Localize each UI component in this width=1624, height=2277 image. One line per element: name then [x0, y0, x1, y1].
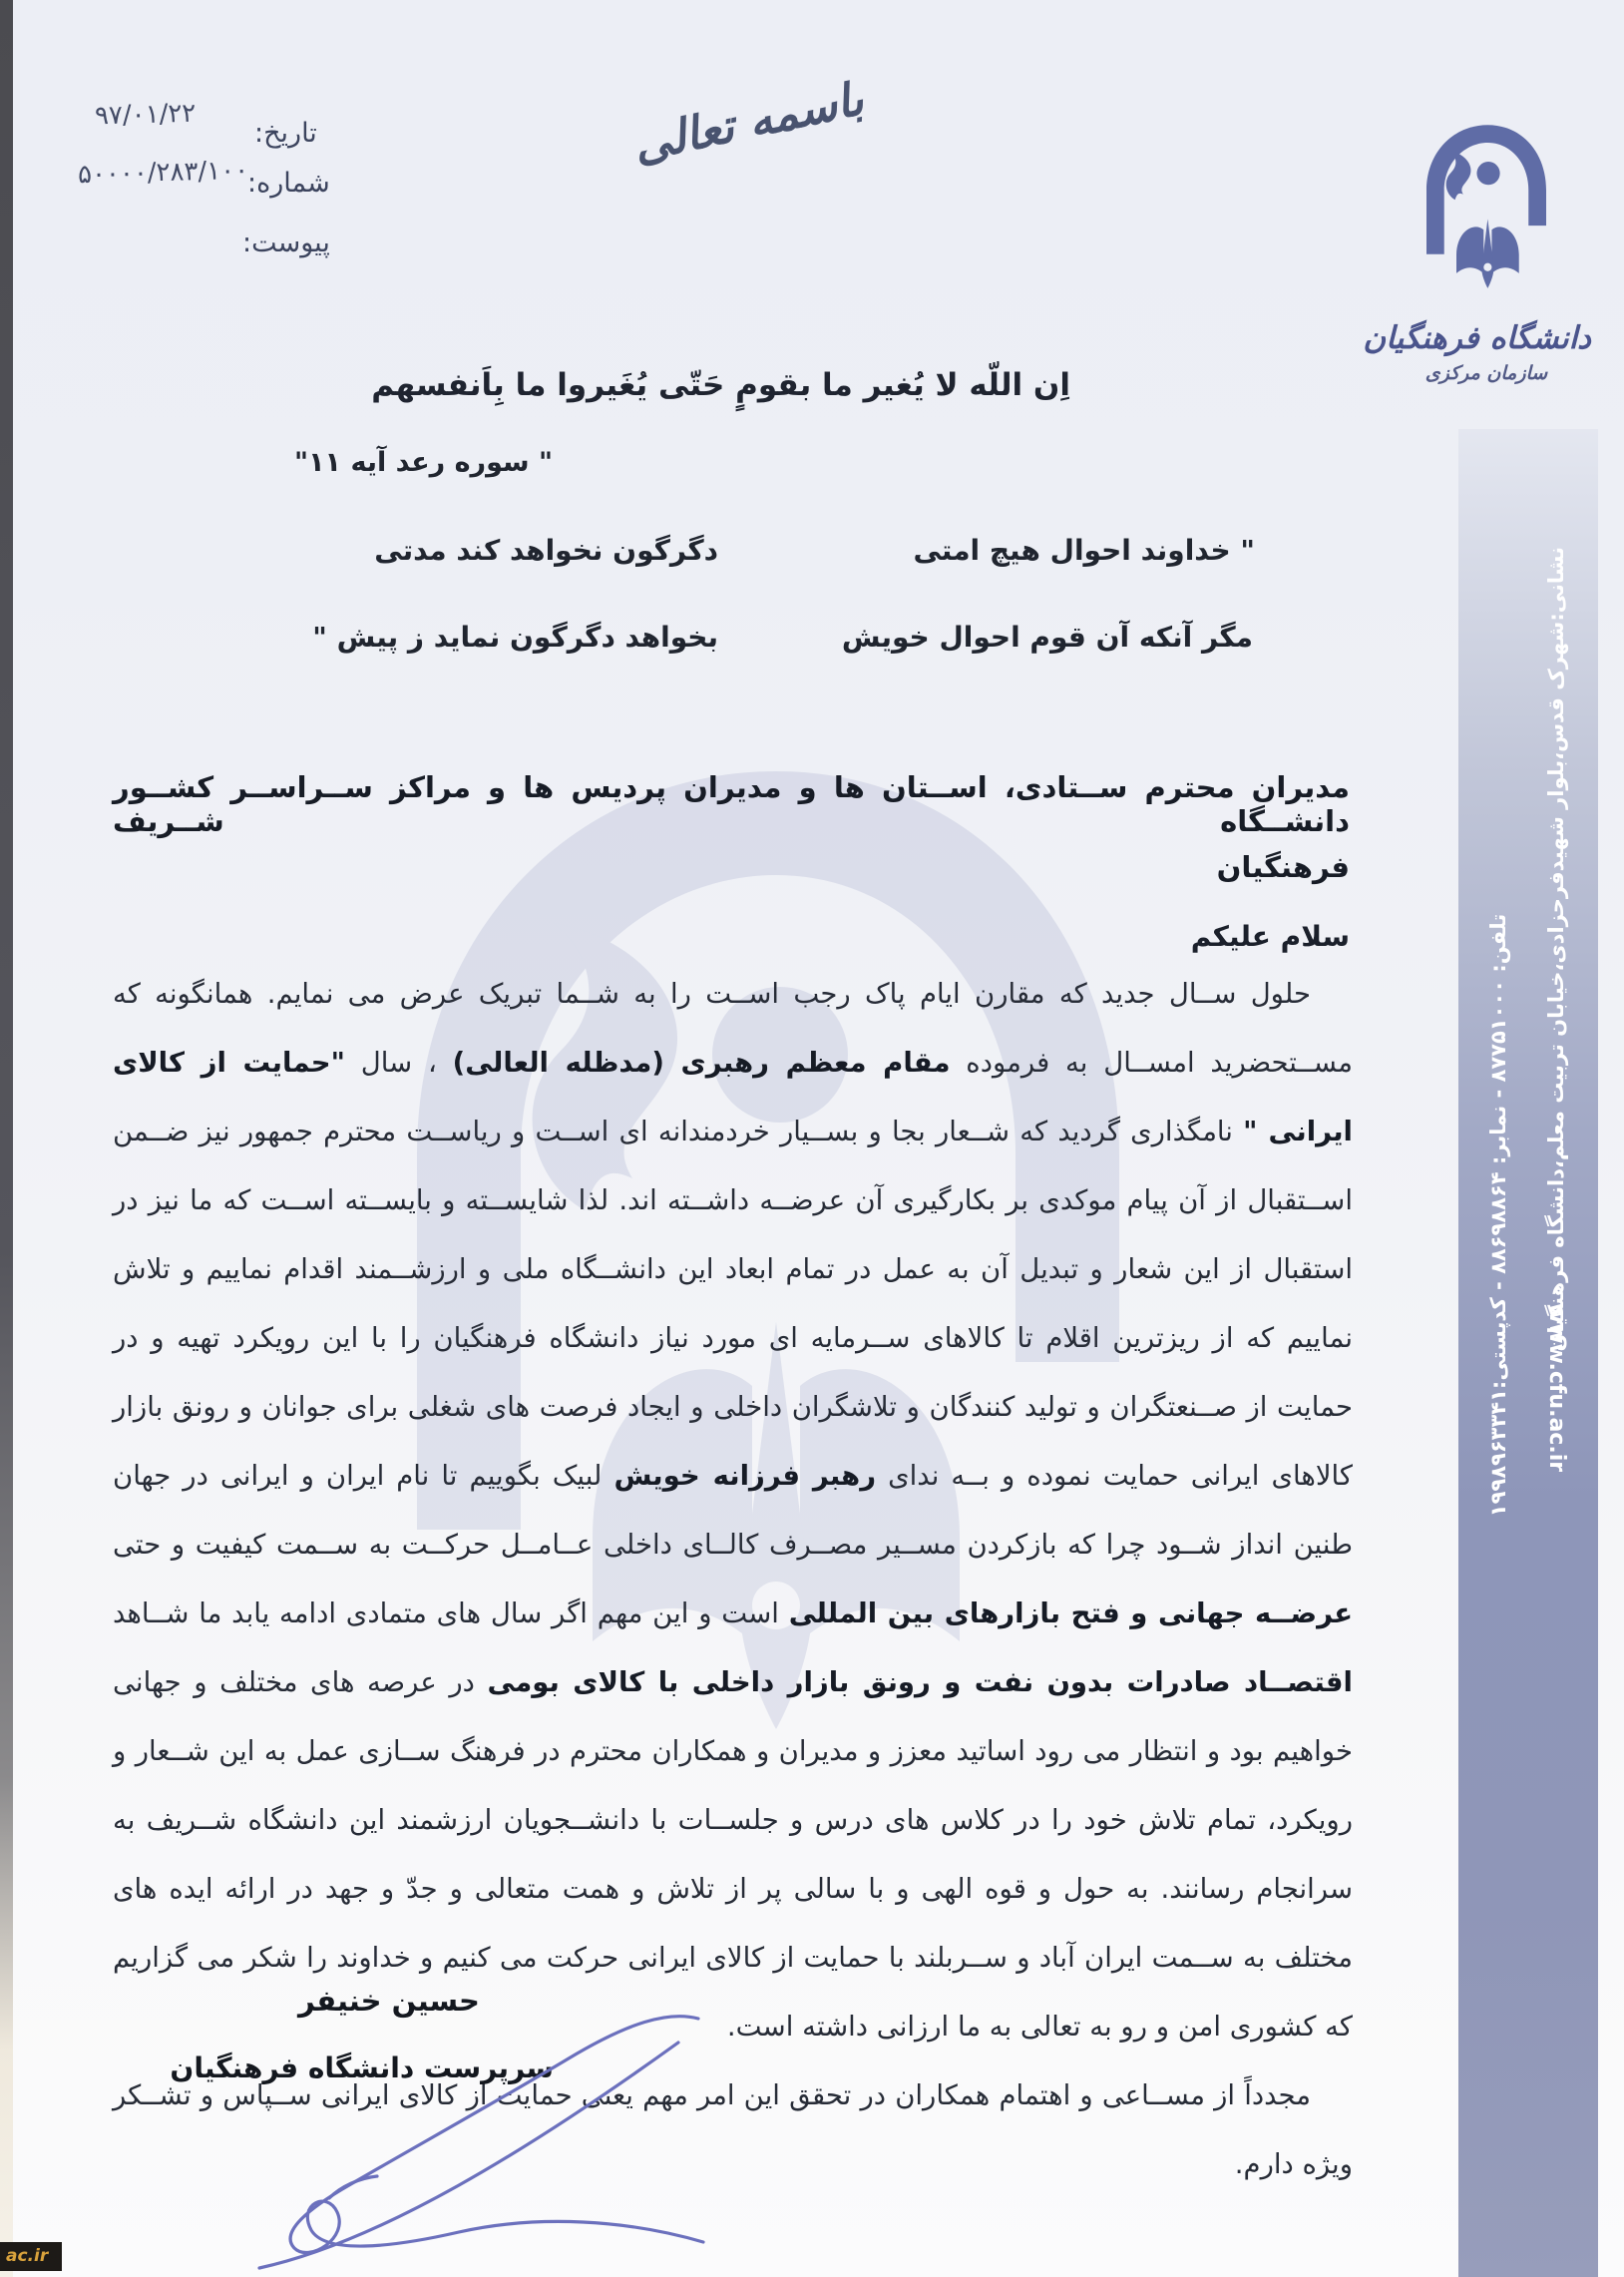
university-logo-block: [1363, 110, 1591, 384]
body-segment: نامگذاری گردید که شــعار بجا و بســیار خردمندانه ای اســت و ریاســت محترم جمهور نیز ضــمن اســتقبال از آن پیام موکدی بر بکارگیری آن عرضــه داشــته اند. لذا شایســته و بایســته اســت که ما نیز در استقبال از این شعار و تبدیل آن به عمل در تمام ابعاد این دانشــگاه ملی و ارزشــمند اقدام نماییم و تلاش نماییم که از ریزترین اقلام تا کالاهای ســرمایه ای مورد نیاز دانشگاه فرهنگیان را با این رویکرد تهیه و در حمایت از صــنعتگران و تولید کنندگان و تلاشگران داخلی و ایجاد فرصت های شغلی برای جوانان و رونق بازار کالاهای ایرانی حمایت نموده و بــه ندای: [113, 1116, 1354, 1492]
scan-border-left: [0, 0, 13, 2277]
body-segment: ، سال: [344, 1047, 453, 1079]
quran-verse-source: " سوره رعد آیه ۱۱": [294, 447, 554, 478]
poem-hemistich-4: بخواهد دگرگون نماید ز پیش ": [312, 621, 718, 654]
addressee-line-1: مدیران محترم ســتادی، اســتان ها و مدیران پردیس ها و مراکز ســراســر کشــور دانشــگاه شــریف: [113, 770, 1350, 838]
letter-date-value: ۹۷/۰۱/۲۲: [94, 98, 197, 132]
letterhead-side-strip: [1458, 429, 1598, 2277]
besmele-calligraphy: باسمه تعالی: [627, 71, 869, 173]
letter-number-value: ۵۰۰۰۰/۲۸۳/۱۰۰: [77, 155, 249, 191]
signatory-name: حسین خنیفر: [298, 1984, 480, 2018]
body-segment-bold: رهبر فرزانه خویش: [613, 1460, 877, 1492]
body-segment-bold: اقتصــاد صادرات بدون نفت و رونق بازار داخلی با کالای بومی: [487, 1666, 1353, 1698]
quran-verse: اِن اللّه لا یُغیر ما بقومٍ حَتّی یُغَیروا ما بِاَنفسهم: [371, 367, 1070, 403]
addressee-line-2: فرهنگیان: [1216, 850, 1350, 884]
university-logo-icon: [1412, 110, 1561, 314]
body-segment-bold: عرضــه جهانی و فتح بازارهای بین المللی: [788, 1597, 1354, 1629]
handwritten-signature-scribble: [170, 1981, 718, 2275]
number-label: شماره:: [247, 168, 330, 199]
sidebar-address: نشانی:شهرک قدس،بلوار شهیدفرحزادی،خیابان تربیت معلم،دانشگاه فرهنگیان: [1544, 547, 1568, 1352]
org-subtitle: سازمان مرکزی: [1424, 362, 1548, 384]
date-label: تاریخ:: [254, 118, 317, 149]
poem-hemistich-1: " خداوند احوال هیچ امتی: [913, 534, 1255, 567]
sidebar-phone-fax-postal: تلفن: ۸۷۷۵۱۰۰۰ - نمابر: ۸۸۶۹۸۸۶۴ - کدپستی:۱۹۹۸۹۶۳۳۴۱: [1486, 913, 1510, 1518]
body-paragraph-2: مجدداً از مســاعی و اهتمام همکاران در تحقق این امر مهم یعنی حمایت از کالای ایرانی ســپاس و تشــکر ویژه دارم.: [113, 2079, 1353, 2180]
body-segment-bold: "حمایت از کالای ایرانی ": [113, 1047, 1353, 1147]
sidebar-website: www.cfu.ac.ir: [1544, 1302, 1569, 1473]
body-segment-bold: مقام معظم رهبری (مدظله العالی): [452, 1047, 951, 1079]
attachment-label: پیوست:: [242, 228, 330, 258]
body-segment: لبیک بگوییم تا نام ایران و ایرانی در جهان طنین انداز شــود چرا که بازکردن مســیر مصــرف کالــای داخلی عــامــل حرکــت به ســمت کیفیت و حتی: [113, 1460, 1353, 1561]
body-segment: در عرصه های مختلف و جهانی خواهیم بود و انتظار می رود اساتید معزز و مدیران و همکاران محترم در فرهنگ ســازی عمل به این شــعار و رویکرد، تمام تلاش خود را در کلاس های درس و جلســات با دانشــجویان ارزشمند این دانشگاه شــریف به سرانجام رسانند. به حول و قوه الهی و با سالی پر از تلاش و همت متعالی و جدّ و جهد در ارائه ایده های مختلف به ســمت ایران آباد و ســربلند با حمایت از کالای ایرانی حرکت می کنیم و خداوند را شکر می گزاریم که کشوری امن و رو به تعالی به ما ارزانی داشته است.: [113, 1666, 1353, 2043]
org-name: دانشگاه فرهنگیان: [1363, 320, 1591, 356]
poem-hemistich-2: دگرگون نخواهد کند مدتی: [374, 534, 718, 567]
corner-site-tag: ac.ir: [0, 2242, 62, 2271]
poem-hemistich-3: مگر آنکه آن قوم احوال خویش: [841, 621, 1253, 654]
signatory-title: سرپرست دانشگاه فرهنگیان: [170, 2051, 554, 2084]
body-segment: حلول ســال جدید که مقارن ایام پاک رجب اســت را به شــما تبریک عرض می نمایم. همانگونه که مســتحضرید امســال به فرموده: [113, 978, 1353, 1079]
body-paragraph-1: [113, 960, 1353, 2061]
salutation: سلام علیکم: [1190, 920, 1350, 953]
body-segment: است و این مهم اگر سال های متمادی ادامه یابد ما شــاهد: [113, 1597, 789, 1629]
